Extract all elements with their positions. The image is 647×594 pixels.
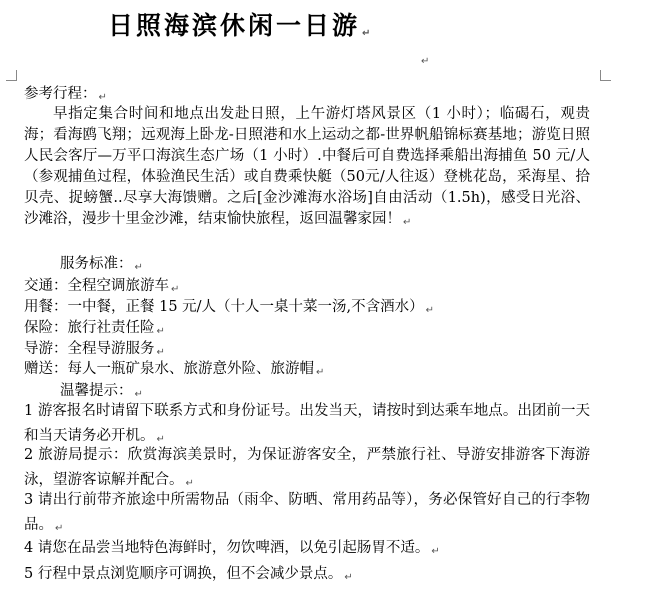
tip-item-2: 2 旅游局提示：欣赏海滨美景时，为保证游客安全，严禁旅行社、导游安排游客下海游泳，望游客谅解并配合。 ↵ [24,447,590,489]
paragraph-mark-icon: ↵ [134,389,143,400]
itinerary-paragraph: 早指定集合时间和地点出发赴日照，上午游灯塔风景区（1 小时）；临碣石，观贵海；看海鸥飞翔；远观海上卧龙-日照港和水上运动之都-世界帆船锦标赛基地；游览日照人民会客厅—万平口海滨生态广场（1 小时）.中餐后可自费选择乘船出海捕鱼 50 元/人（参观捕鱼过程，体验渔民生活）或自费乘快艇（50元/人往返）登桃花岛，采海星、拾贝壳、捉螃蟹..尽享大海馈赠。之后[金沙滩海水浴场]自由活动（1.5h)，感受日光浴、沙滩浴，漫步十里金沙滩，结束愉快旅程，返回温馨家园！ ↵ [24,106,590,228]
tip-item-3: 3 请出行前带齐旅途中所需物品（雨伞、防晒、常用药品等），务必保管好自己的行李物品。 ↵ [24,492,590,534]
paragraph-mark-icon: ↵ [98,92,107,103]
margin-corner-mark [600,70,611,81]
tips-heading: 温馨提示： ↵ [60,383,143,400]
paragraph-mark-icon: ↵ [171,284,180,295]
paragraph-mark-icon: ↵ [344,572,353,583]
service-line-guide: 导游：全程导游服务 ↵ [24,341,165,358]
service-line-meals: 用餐：一中餐，正餐 15 元/人（十人一桌十菜一汤,不含酒水） ↵ [24,299,435,316]
service-line-insurance: 保险：旅行社责任险 ↵ [24,320,165,337]
paragraph-mark-icon: ↵ [431,546,440,557]
service-heading: 服务标准： ↵ [60,256,143,273]
paragraph-mark-icon: ↵ [55,523,64,534]
paragraph-mark-icon: ↵ [425,305,435,316]
tip-item-5: 5 行程中景点浏览顺序可调换，但不会减少景点。 ↵ [24,566,353,583]
paragraph-mark-icon: ↵ [316,367,325,378]
paragraph-mark-icon: ↵ [362,28,374,39]
paragraph-mark-icon: ↵ [156,347,165,358]
paragraph-mark-icon: ↵ [185,478,194,489]
margin-corner-mark [6,70,17,81]
tip-item-4: 4 请您在品尝当地特色海鲜时，勿饮啤酒，以免引起肠胃不适。 ↵ [24,540,440,557]
paragraph-mark-icon: ↵ [156,434,165,445]
itinerary-heading: 参考行程： ↵ [24,86,107,103]
document-title: 日照海滨休闲一日游 ↵ [108,11,374,40]
service-line-transport: 交通：全程空调旅游车 ↵ [24,278,180,295]
paragraph-mark-icon: ↵ [134,262,143,273]
paragraph-mark-icon: ↵ [403,217,412,228]
tip-item-1: 1 游客报名时请留下联系方式和身份证号。出发当天，请按时到达乘车地点。出团前一天和当天请务必开机。 ↵ [24,403,590,445]
paragraph-mark-icon: ↵ [156,326,165,337]
service-line-gifts: 赠送：每人一瓶矿泉水、旅游意外险、旅游帽 ↵ [24,361,325,378]
paragraph-mark-icon: ↵ [421,56,430,67]
